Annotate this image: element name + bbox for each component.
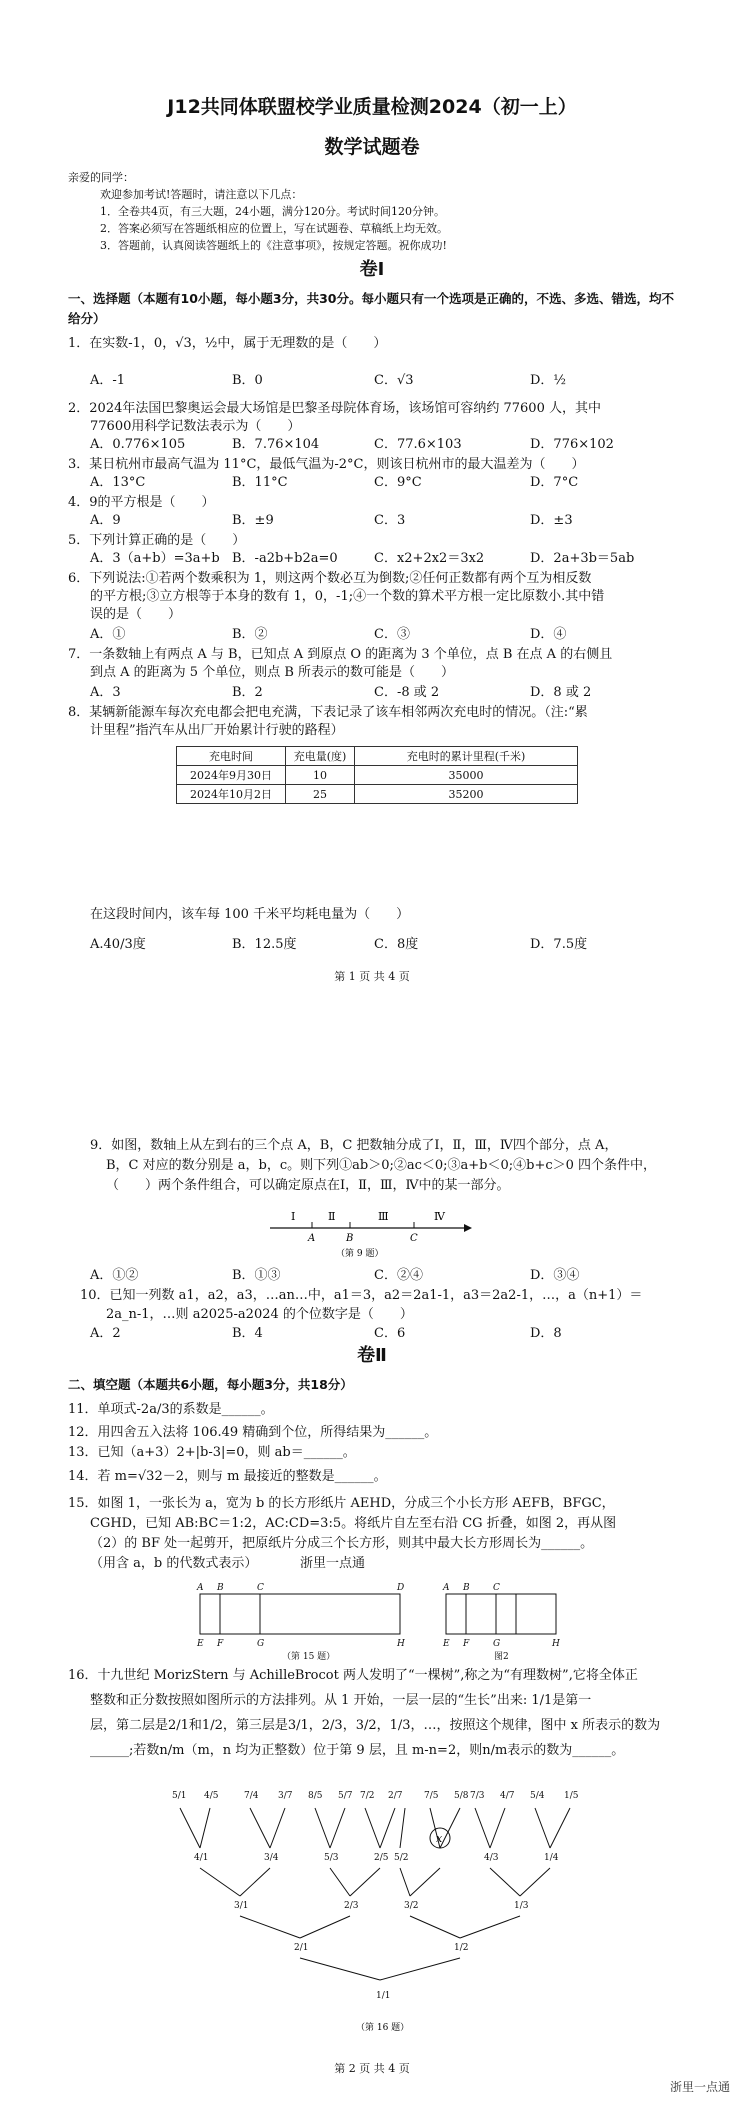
svg-text:5/3: 5/3 — [324, 1853, 339, 1863]
table-cell: 2024年10月2日 — [177, 785, 286, 804]
svg-text:4/5: 4/5 — [204, 1791, 219, 1801]
q9-figure-caption: （第 9 题） — [336, 1249, 384, 1259]
q14: 14．若 m=√32－2，则与 m 最接近的整数是______。 — [68, 1469, 387, 1484]
fig1-label-h: H — [397, 1639, 405, 1649]
svg-text:1/1: 1/1 — [376, 1991, 391, 2001]
region-ii-label: Ⅱ — [328, 1210, 336, 1223]
q15-stem-line1: 15．如图 1，一张长为 a，宽为 b 的长方形纸片 AEHD，分成三个小长方形 AEFB，BFGC， — [68, 1496, 615, 1511]
q2-stem-line2: 77600用科学记数法表示为（ ） — [90, 419, 301, 434]
q16-rational-tree-figure — [160, 1768, 600, 2038]
q10-option-c: C．6 — [374, 1326, 406, 1341]
svg-text:8/5: 8/5 — [308, 1791, 323, 1801]
svg-text:7/2: 7/2 — [360, 1791, 375, 1801]
fig1-label-c: C — [257, 1583, 264, 1593]
q15-figure — [190, 1580, 570, 1662]
tree-branch-l3 — [200, 1868, 550, 1896]
q7-stem-line1: 7．一条数轴上有两点 A 与 B，已知点 A 到原点 O 的距离为 3 个单位，点 B 在点 A 的右侧且 — [68, 647, 613, 662]
q8-stem-line3: 在这段时间内，该车每 100 千米平均耗电量为（ ） — [90, 907, 410, 922]
section-1-heading: 卷Ⅰ — [359, 259, 385, 280]
fig2-label-e: E — [443, 1639, 450, 1649]
q10-option-b: B．4 — [232, 1326, 263, 1341]
tree-x-label: x — [436, 1832, 443, 1845]
q11: 11．单项式-2a/3的系数是______。 — [68, 1402, 274, 1417]
q8-table — [176, 746, 578, 804]
q6-option-b: B．② — [232, 627, 268, 642]
q16-stem-line1: 16．十九世纪 MorizStern 与 AchilleBrocot 两人发明了“一棵树”,称之为“有理数树”,它将全体正 — [68, 1668, 638, 1683]
region-i-label: Ⅰ — [291, 1210, 296, 1223]
q1-option-b: B．0 — [232, 373, 263, 388]
fig2-label-g: G — [493, 1639, 501, 1649]
svg-text:5/1: 5/1 — [172, 1791, 187, 1801]
intro: 欢迎参加考试!答题时，请注意以下几点： — [100, 188, 303, 201]
q6-option-c: C．③ — [374, 627, 410, 642]
page-watermark: 浙里一点通 — [670, 2080, 731, 2094]
q9-option-a: A．①② — [90, 1268, 139, 1283]
section-2-heading: 卷Ⅱ — [357, 1345, 387, 1366]
q9-option-b: B．①③ — [232, 1268, 281, 1283]
fig1-label-d: D — [397, 1583, 405, 1593]
q8-option-b: B．12.5度 — [232, 937, 297, 952]
note-1: 1．全卷共4页，有三大题，24小题，满分120分。考试时间120分钟。 — [100, 205, 445, 218]
fig2-rect — [446, 1594, 556, 1634]
fig1-label-f: F — [217, 1639, 224, 1649]
fig1-label-a: A — [197, 1583, 204, 1593]
q5-option-c: C．x2+2x2＝3x2 — [374, 551, 485, 566]
region-iv-label: Ⅳ — [434, 1210, 445, 1223]
q9-stem-line2: B，C 对应的数分别是 a，b，c。则下列①ab＞0;②ac＜0;③a+b＜0;④b+c＞0 四个条件中， — [106, 1158, 657, 1173]
table-header-cell: 充电量(度) — [286, 747, 355, 766]
q5-option-a: A．3（a+b）=3a+b — [90, 551, 220, 566]
tree-fraction-labels — [172, 1791, 579, 2001]
table-row — [177, 766, 578, 785]
greeting: 亲爱的同学： — [68, 171, 134, 184]
q7-option-d: D．8 或 2 — [530, 685, 592, 700]
svg-text:7/4: 7/4 — [244, 1791, 259, 1801]
q15-stem-line2: CGHD，已知 AB:BC＝1:2，AC:CD=3:5。将纸片自左至右沿 CG 折叠，如图 2，再从图 — [90, 1516, 617, 1531]
svg-text:1/5: 1/5 — [564, 1791, 579, 1801]
q3-option-d: D．7°C — [530, 475, 579, 490]
q4-option-c: C．3 — [374, 513, 406, 528]
q7-option-a: A．3 — [90, 685, 121, 700]
q3-option-a: A．13°C — [90, 475, 146, 490]
q4-option-d: D．±3 — [530, 513, 573, 528]
q12: 12．用四舍五入法将 106.49 精确到个位，所得结果为______。 — [68, 1425, 438, 1440]
svg-text:5/8: 5/8 — [454, 1791, 469, 1801]
q1-option-c: C．√3 — [374, 373, 414, 388]
svg-text:4/3: 4/3 — [484, 1853, 499, 1863]
number-line-arrow — [464, 1224, 472, 1232]
q2-stem-line1: 2．2024年法国巴黎奥运会最大场馆是巴黎圣母院体育场，该场馆可容纳约 77600 人，其中 — [68, 401, 601, 416]
table-header-row — [177, 747, 578, 766]
note-2: 2．答案必须写在答题纸相应的位置上，写在试题卷、草稿纸上均无效。 — [100, 222, 448, 235]
q8-stem-line2: 计里程”指汽车从出厂开始累计行驶的路程） — [90, 723, 344, 738]
q3-stem: 3．某日杭州市最高气温为 11°C，最低气温为-2°C，则该日杭州市的最大温差为（ ） — [68, 457, 585, 472]
q6-option-d: D．④ — [530, 627, 567, 642]
point-a-label: A — [308, 1233, 316, 1244]
q15-figure-caption: （第 15 题） — [282, 1652, 336, 1662]
svg-text:3/2: 3/2 — [404, 1901, 419, 1911]
table-header-cell: 充电时间 — [177, 747, 286, 766]
page-1-footer: 第 1 页 共 4 页 — [334, 970, 410, 983]
q5-option-b: B．-a2b+b2a=0 — [232, 551, 338, 566]
tree-branch-l2 — [240, 1916, 520, 1938]
q4-option-a: A．9 — [90, 513, 121, 528]
q6-stem-line1: 6．下列说法:①若两个数乘积为 1，则这两个数必互为倒数;②任何正数都有两个互为相反数 — [68, 571, 592, 586]
part-1-heading: 一、选择题（本题有10小题，每小题3分，共30分。每小题只有一个选项是正确的，不选、多选、错选，均不给分） — [68, 291, 674, 326]
q4-stem: 4．9的平方根是（ ） — [68, 495, 215, 510]
q1-stem: 1．在实数-1，0，√3，½中，属于无理数的是（ ） — [68, 336, 387, 351]
q7-option-c: C．-8 或 2 — [374, 685, 440, 700]
svg-text:3/1: 3/1 — [234, 1901, 249, 1911]
q15-stem-line3: （2）的 BF 处一起剪开，把原纸片分成三个长方形，则其中最大长方形周长为______。 — [90, 1536, 594, 1551]
svg-text:7/3: 7/3 — [470, 1791, 485, 1801]
svg-text:3/7: 3/7 — [278, 1791, 293, 1801]
svg-text:5/2: 5/2 — [394, 1853, 409, 1863]
note-3: 3．答题前，认真阅读答题纸上的《注意事项》，按规定答题。祝你成功! — [100, 239, 447, 252]
svg-text:2/3: 2/3 — [344, 1901, 359, 1911]
fig2-label-c: C — [493, 1583, 500, 1593]
page-2-footer: 第 2 页 共 4 页 — [334, 2062, 410, 2075]
q2-option-a: A．0.776×105 — [90, 437, 186, 452]
q10-option-a: A．2 — [90, 1326, 121, 1341]
tree-branch-l1 — [300, 1958, 460, 1980]
q16-stem-line4: ______;若数n/m（m，n 均为正整数）位于第 9 层，且 m-n=2，则n/m表示的数为______。 — [90, 1743, 625, 1758]
table-header-cell: 充电时的累计里程(千米) — [355, 747, 578, 766]
q15-watermark: 浙里一点通 — [300, 1556, 366, 1571]
fig1-label-g: G — [257, 1639, 265, 1649]
svg-text:7/5: 7/5 — [424, 1791, 439, 1801]
q9-number-line-figure — [264, 1204, 476, 1262]
svg-text:3/4: 3/4 — [264, 1853, 279, 1863]
fig1-rect — [200, 1594, 400, 1634]
point-b-label: B — [346, 1233, 354, 1244]
q10-stem-line1: 10．已知一列数 a1，a2，a3，…an…中，a1＝3，a2＝2a1-1，a3＝2a2-1，…，a（n+1）＝ — [80, 1288, 643, 1303]
q5-option-d: D．2a+3b＝5ab — [530, 551, 635, 566]
table-cell: 25 — [286, 785, 355, 804]
q7-option-b: B．2 — [232, 685, 263, 700]
q3-option-b: B．11°C — [232, 475, 288, 490]
table-cell: 35200 — [355, 785, 578, 804]
fig1-label-b: B — [217, 1583, 224, 1593]
svg-text:1/3: 1/3 — [514, 1901, 529, 1911]
q16-figure-caption: （第 16 题） — [356, 2023, 410, 2033]
table-row — [177, 785, 578, 804]
q6-option-a: A．① — [90, 627, 126, 642]
q9-option-d: D．③④ — [530, 1268, 580, 1283]
svg-text:2/7: 2/7 — [388, 1791, 403, 1801]
q7-stem-line2: 到点 A 的距离为 5 个单位，则点 B 所表示的数可能是（ ） — [90, 665, 455, 680]
table-cell: 2024年9月30日 — [177, 766, 286, 785]
q5-stem: 5．下列计算正确的是（ ） — [68, 533, 246, 548]
q9-option-c: C．②④ — [374, 1268, 423, 1283]
q8-option-a: A.40/3度 — [90, 937, 146, 952]
q16-stem-line2: 整数和正分数按照如图所示的方法排列。从 1 开始，一层一层的“生长”出来: 1/1是第一 — [90, 1693, 592, 1708]
q16-stem-line3: 层，第二层是2/1和1/2，第三层是3/1，2/3，3/2，1/3，…，按照这个规律，图中 x 所表示的数为 — [90, 1718, 661, 1733]
q6-stem-line2: 的平方根;③立方根等于本身的数有 1，0，-1;④一个数的算术平方根一定比原数小.其中错 — [90, 589, 605, 604]
q10-option-d: D．8 — [530, 1326, 562, 1341]
table-cell: 10 — [286, 766, 355, 785]
q10-stem-line2: 2a_n-1，…则 a2025-a2024 的个位数字是（ ） — [106, 1307, 413, 1322]
fig1-label-e: E — [197, 1639, 204, 1649]
fig2-label-b: B — [463, 1583, 470, 1593]
fig2-label-h: H — [552, 1639, 560, 1649]
q9-stem-line1: 9．如图，数轴上从左到右的三个点 A，B，C 把数轴分成了Ⅰ，Ⅱ，Ⅲ，Ⅳ四个部分，点 A， — [90, 1138, 618, 1153]
q2-option-b: B．7.76×104 — [232, 437, 320, 452]
q4-option-b: B．±9 — [232, 513, 274, 528]
tree-branch-l4 — [180, 1808, 570, 1848]
q6-stem-line3: 误的是（ ） — [90, 607, 182, 622]
svg-text:1/4: 1/4 — [544, 1853, 559, 1863]
fig2-label-f: F — [463, 1639, 470, 1649]
region-iii-label: Ⅲ — [378, 1210, 389, 1223]
part-2-heading: 二、填空题（本题共6小题，每小题3分，共18分） — [68, 1377, 353, 1392]
fig2-label-a: A — [443, 1583, 450, 1593]
svg-text:1/2: 1/2 — [454, 1943, 469, 1953]
q9-stem-line3: （ ）两个条件组合，可以确定原点在Ⅰ，Ⅱ，Ⅲ，Ⅳ中的某一部分。 — [106, 1178, 510, 1193]
q8-option-d: D．7.5度 — [530, 937, 588, 952]
point-c-label: C — [410, 1233, 418, 1244]
q2-option-c: C．77.6×103 — [374, 437, 462, 452]
exam-subtitle: 数学试题卷 — [324, 136, 420, 158]
svg-text:2/5: 2/5 — [374, 1853, 389, 1863]
svg-text:4/1: 4/1 — [194, 1853, 209, 1863]
q13: 13．已知（a+3）2+|b-3|=0，则 ab＝______。 — [68, 1445, 356, 1460]
svg-text:5/4: 5/4 — [530, 1791, 545, 1801]
svg-text:4/7: 4/7 — [500, 1791, 515, 1801]
q3-option-c: C．9°C — [374, 475, 422, 490]
exam-title: J12共同体联盟校学业质量检测2024（初一上） — [167, 96, 577, 118]
svg-text:5/7: 5/7 — [338, 1791, 353, 1801]
fig2-caption: 图2 — [494, 1652, 509, 1662]
exam-page-2 — [0, 1120, 744, 2104]
q15-stem-line4: （用含 a，b 的代数式表示） — [90, 1556, 258, 1571]
q2-option-d: D．776×102 — [530, 437, 614, 452]
q1-option-d: D．½ — [530, 373, 567, 388]
exam-page-1 — [0, 0, 744, 1010]
table-cell: 35000 — [355, 766, 578, 785]
q1-option-a: A．-1 — [90, 373, 126, 388]
q8-option-c: C．8度 — [374, 937, 419, 952]
svg-text:2/1: 2/1 — [294, 1943, 309, 1953]
q8-stem-line1: 8．某辆新能源车每次充电都会把电充满，下表记录了该车相邻两次充电时的情况。（注:“累 — [68, 705, 588, 720]
